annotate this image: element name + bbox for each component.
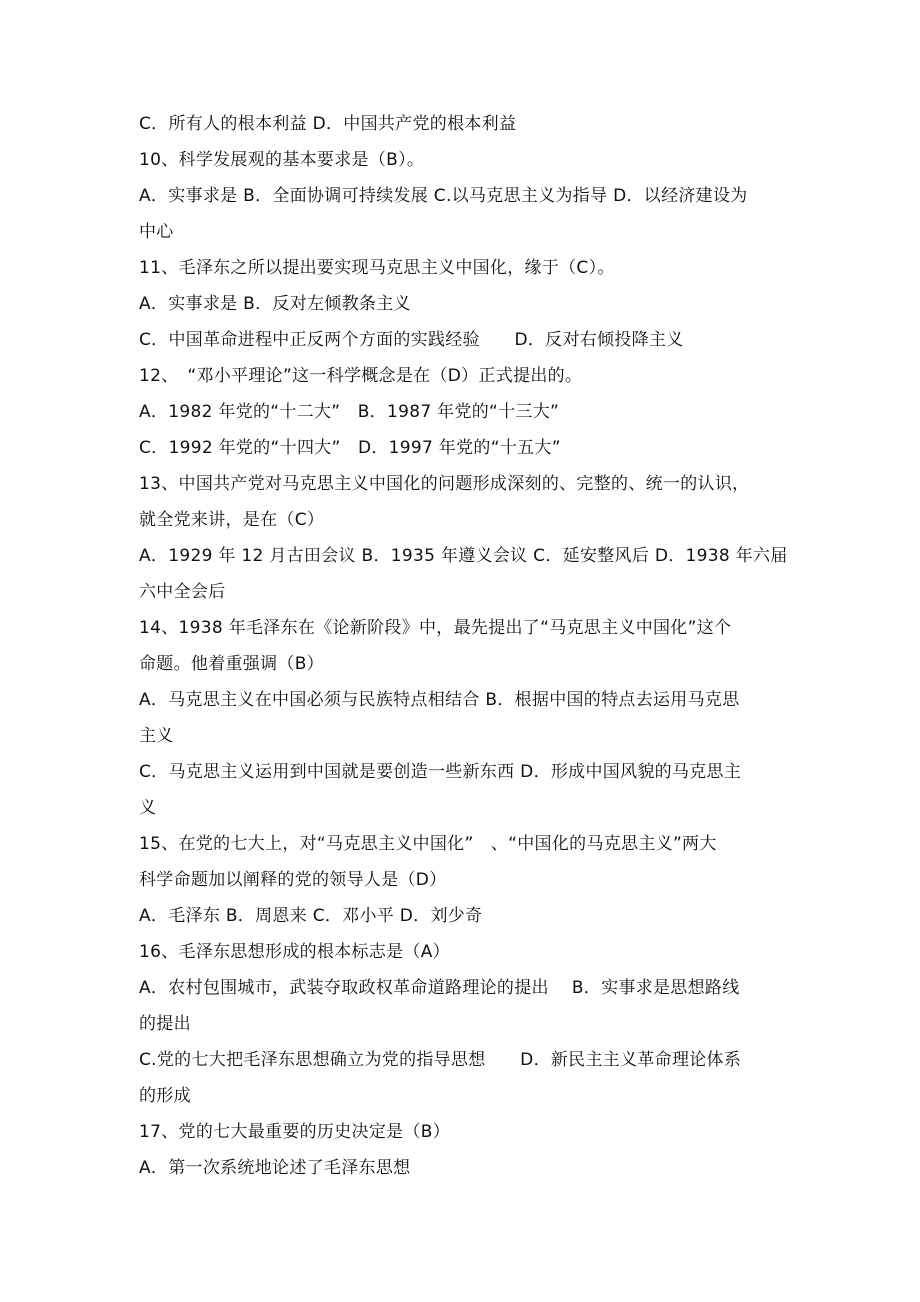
text-line: A．马克思主义在中国必须与民族特点相结合 B．根据中国的特点去运用马克思 (139, 690, 740, 710)
question-10: 10、科学发展观的基本要求是（B）。 (139, 150, 425, 170)
question-15: 15、在党的七大上，对“马克思主义中国化” 、“中国化的马克思主义”两大 (139, 834, 717, 854)
text-line: A．实事求是 B．反对左倾教条主义 (139, 294, 411, 314)
text-line: 科学命题加以阐释的党的领导人是（D） (139, 870, 447, 890)
text-line: 的形成 (139, 1086, 191, 1106)
text-line: 主义 (139, 726, 174, 746)
text-line: A．1929 年 12 月古田会议 B．1935 年遵义会议 C．延安整风后 D．1938 年六届 (139, 546, 788, 566)
text-line: 六中全会后 (139, 582, 226, 602)
text-line: 义 (139, 798, 157, 818)
text-line: A．1982 年党的“十二大” B．1987 年党的“十三大” (139, 402, 560, 422)
text-line: 就全党来讲，是在（C） (139, 510, 325, 530)
text-line: C．所有人的根本利益 D．中国共产党的根本利益 (139, 114, 517, 134)
text-line: A．第一次系统地论述了毛泽东思想 (139, 1158, 411, 1178)
question-13: 13、中国共产党对马克思主义中国化的问题形成深刻的、完整的、统一的认识， (139, 474, 750, 494)
text-line: 的提出 (139, 1014, 191, 1034)
text-line: A．实事求是 B．全面协调可持续发展 C.以马克思主义为指导 D．以经济建设为 (139, 186, 748, 206)
question-11: 11、毛泽东之所以提出要实现马克思主义中国化，缘于（C）。 (139, 258, 615, 278)
text-line: 中心 (139, 222, 174, 242)
text-line: A．毛泽东 B．周恩来 C．邓小平 D．刘少奇 (139, 906, 483, 926)
text-line: C．马克思主义运用到中国就是要创造一些新东西 D．形成中国风貌的马克思主 (139, 762, 742, 782)
text-line: C.党的七大把毛泽东思想确立为党的指导思想 D．新民主主义革命理论体系 (139, 1050, 742, 1070)
text-line: 命题。他着重强调（B） (139, 654, 324, 674)
text-line: C．中国革命进程中正反两个方面的实践经验 D．反对右倾投降主义 (139, 330, 684, 350)
question-17: 17、党的七大最重要的历史决定是（B） (139, 1122, 450, 1142)
question-16: 16、毛泽东思想形成的根本标志是（A） (139, 942, 450, 962)
text-line: C．1992 年党的“十四大” D．1997 年党的“十五大” (139, 438, 561, 458)
text-line: A．农村包围城市，武装夺取政权革命道路理论的提出 B．实事求是思想路线 (139, 978, 740, 998)
text-body (139, 106, 799, 1186)
question-12: 12、 “邓小平理论”这一科学概念是在（D）正式提出的。 (139, 366, 583, 386)
question-14: 14、1938 年毛泽东在《论新阶段》中，最先提出了“马克思主义中国化”这个 (139, 618, 732, 638)
